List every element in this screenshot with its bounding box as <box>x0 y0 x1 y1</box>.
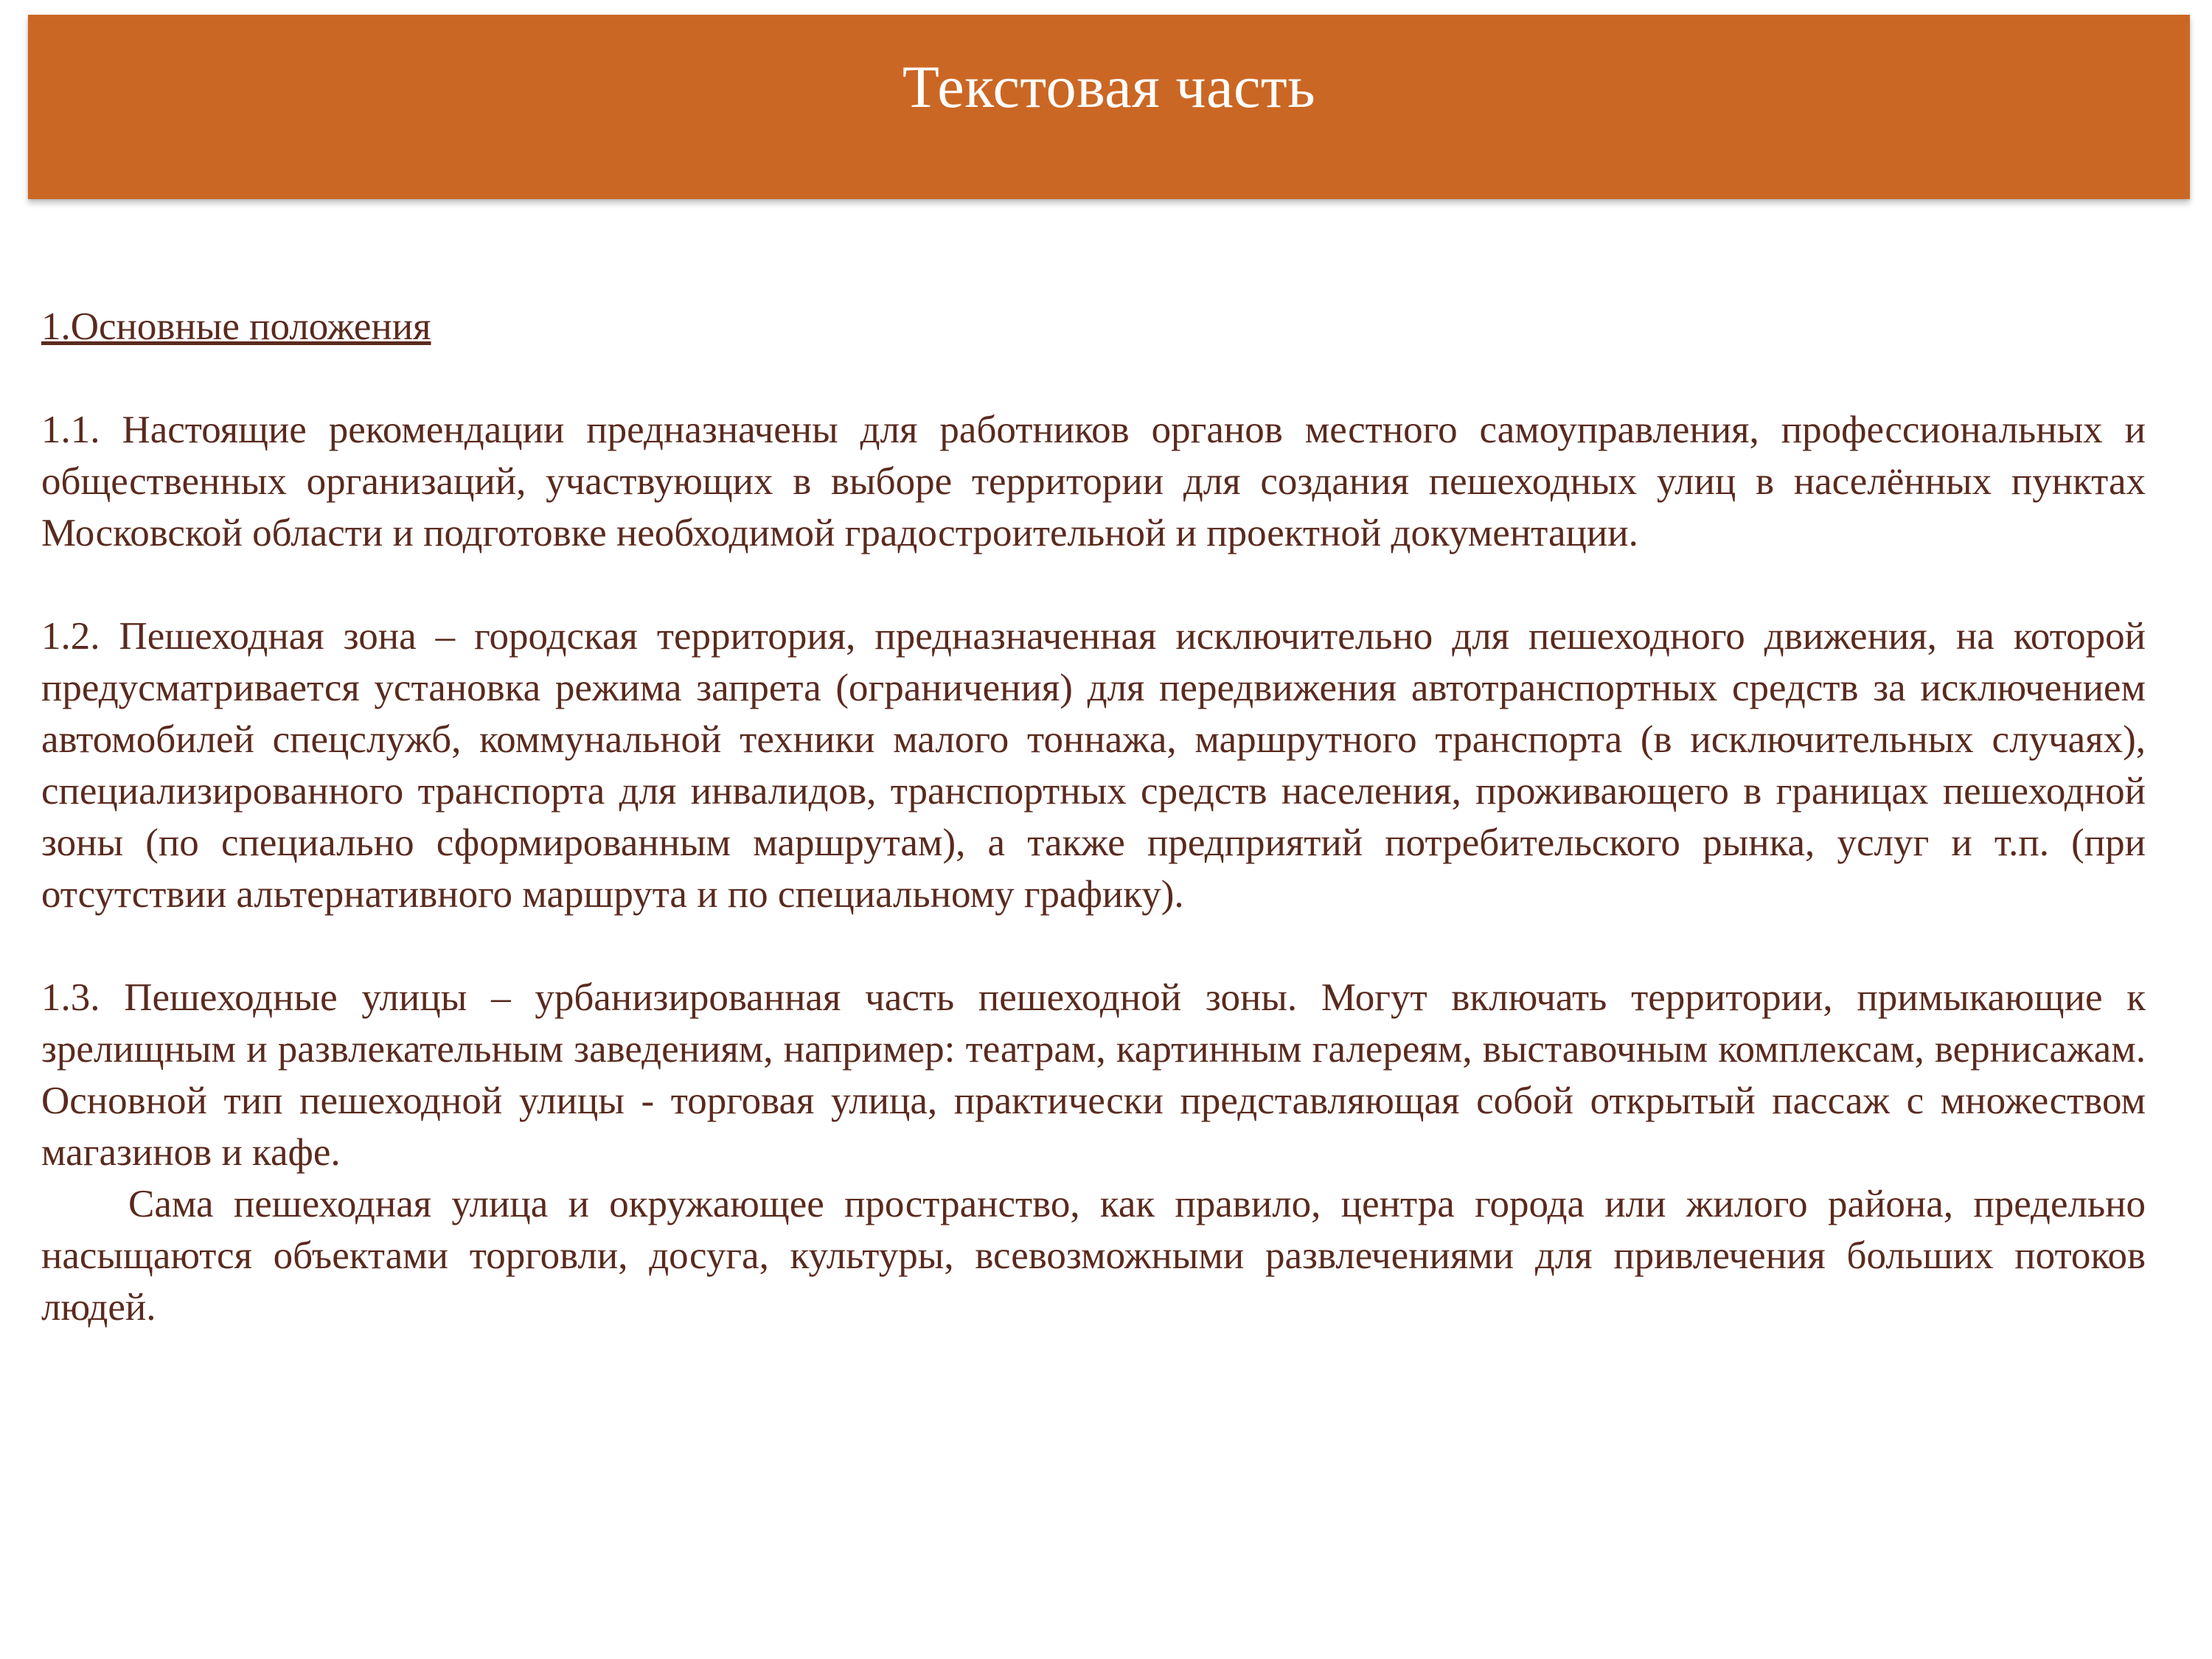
paragraph-1-3: 1.3. Пешеходные улицы – урбанизированная часть пешеходной зоны. Могут включать территории, примыкающие к зрелищным и развлекательным заведениям, например: театрам, картинным галереям, выставочным комплексам, вернисажам. Основной тип пешеходной улицы - торговая улица, практически представляющая собой открытый пассаж с множеством магазинов и кафе. <box>41 976 2146 1174</box>
slide-title: Текстовая часть <box>902 53 1316 120</box>
spacer <box>41 920 2146 972</box>
spacer <box>41 352 2146 404</box>
text-content <box>41 301 2146 1333</box>
title-banner <box>28 15 2190 199</box>
spacer <box>41 559 2146 611</box>
section-heading: 1.Основные положения <box>41 305 431 348</box>
paragraph-1-2: 1.2. Пешеходная зона – городская территория, предназначенная исключительно для пешеходного движения, на которой предусматривается установка режима запрета (ограничения) для передвижения автотранспортных средств за исключением автомобилей спецслужб, коммунальной техники малого тоннажа, маршрутного транспорта (в исключительных случаях), специализированного транспорта для инвалидов, транспортных средств населения, проживающего в границах пешеходной зоны (по специально сформированным маршрутам), а также предприятий потребительского рынка, услуг и т.п. (при отсутствии альтернативного маршрута и по специальному графику). <box>41 615 2146 916</box>
paragraph-1-1: 1.1. Настоящие рекомендации предназначены для работников органов местного самоуправления, профессиональных и общественных организаций, участвующих в выборе территории для создания пешеходных улиц в населённых пунктах Московской области и подготовке необходимой градостроительной и проектной документации. <box>41 408 2146 554</box>
paragraph-1-3-continued: Сама пешеходная улица и окружающее пространство, как правило, центра города или жилого района, предельно насыщаются объектами торговли, досуга, культуры, всевозможными развлечениями для привлечения больших потоков людей. <box>41 1183 2146 1329</box>
